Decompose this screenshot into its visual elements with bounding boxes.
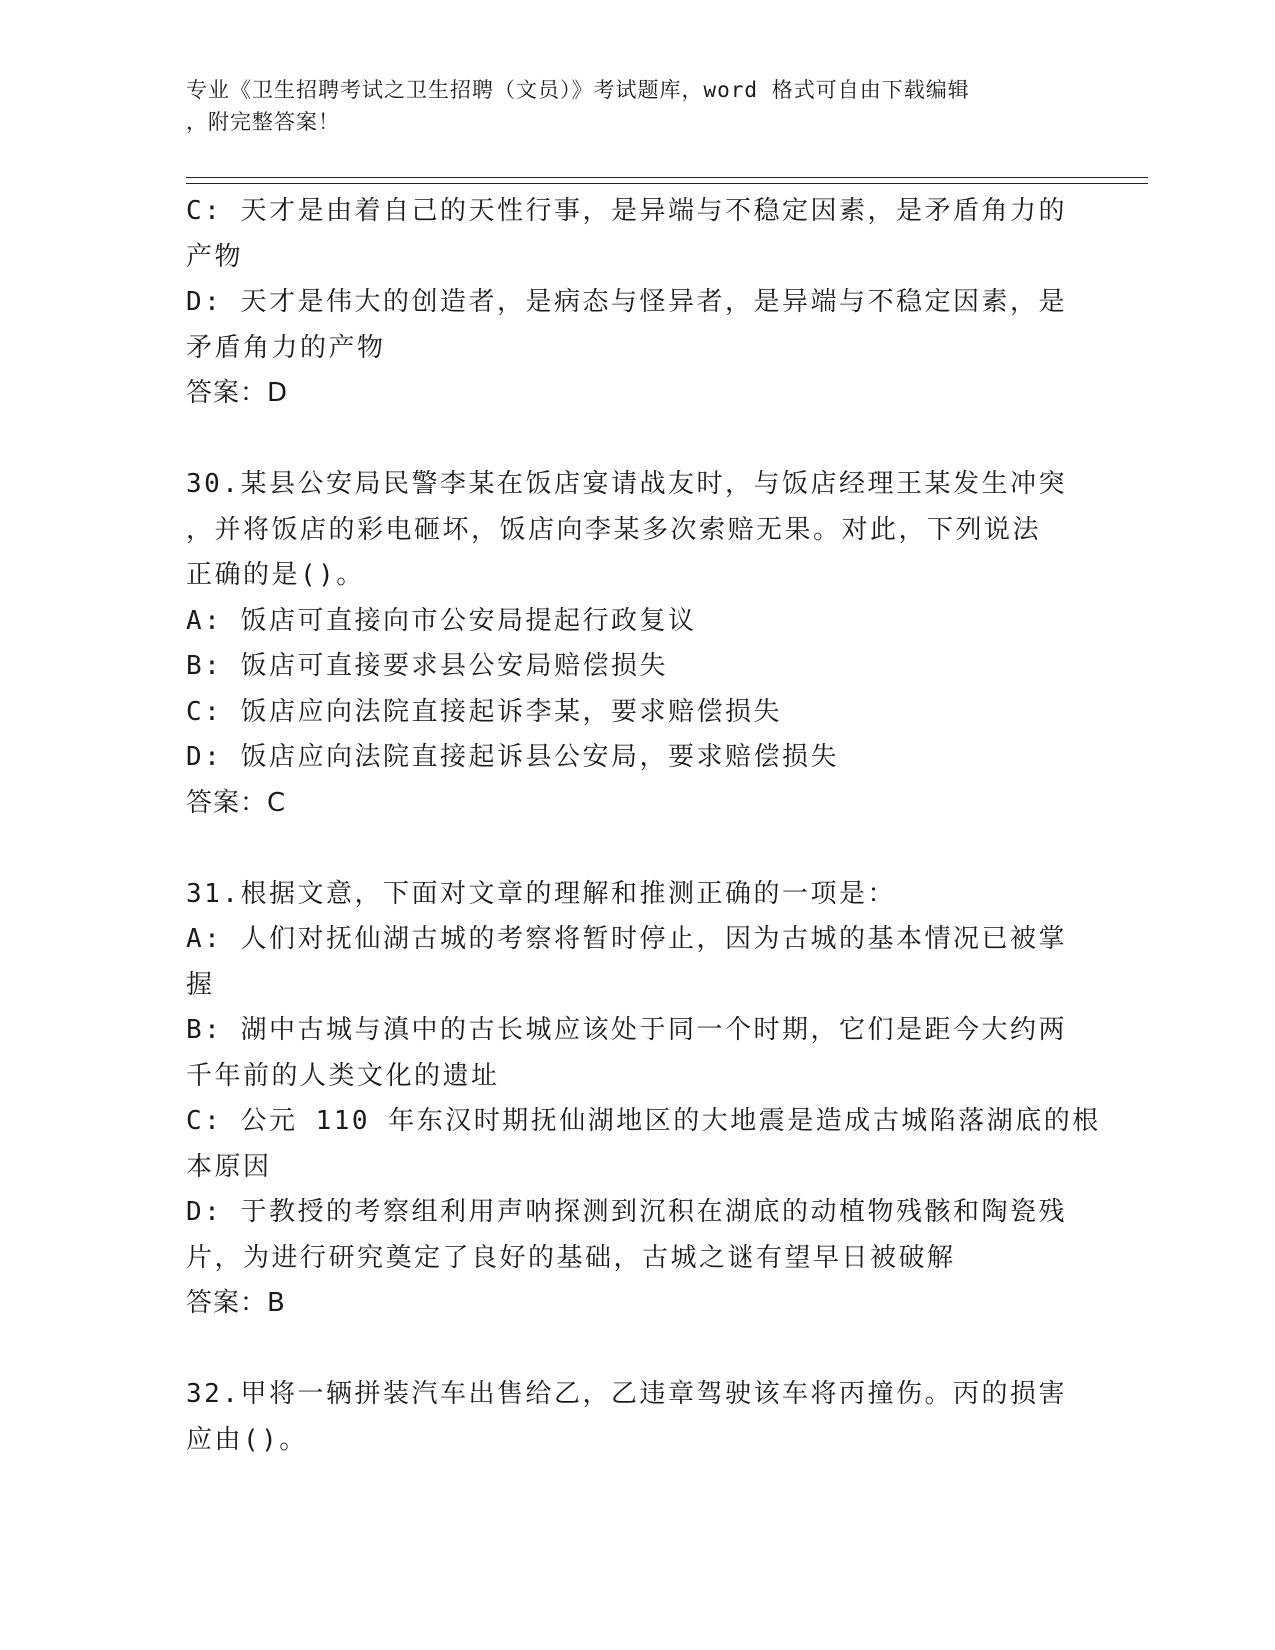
q29-option-c-line-1: C: 天才是由着自己的天性行事，是异端与不稳定因素，是矛盾角力的 <box>186 196 1067 226</box>
q31-option-b-line-2: 千年前的人类文化的遗址 <box>186 1060 500 1091</box>
q31-option-c-line-1: C: 公元 110 年东汉时期抚仙湖地区的大地震是造成古城陷落湖底的根 <box>186 1106 1101 1136</box>
q31-stem: 31.根据文意，下面对文章的理解和推测正确的一项是： <box>186 878 896 909</box>
spacer <box>186 417 1086 463</box>
q31-option-a-line-1: A: 人们对抚仙湖古城的考察将暂时停止，因为古城的基本情况已被掌 <box>186 924 1067 954</box>
q29-option-d-line-2: 矛盾角力的产物 <box>186 332 386 363</box>
spacer <box>186 1327 1086 1373</box>
spacer <box>186 826 1086 872</box>
q30-answer: 答案：C <box>186 787 287 818</box>
q29-option-d-line-1: D: 天才是伟大的创造者，是病态与怪异者，是异端与不稳定因素，是 <box>186 287 1067 317</box>
question-content <box>186 189 1101 1463</box>
header-rule-bottom <box>186 183 1148 184</box>
q29-option-c-line-2: 产物 <box>186 241 244 272</box>
q32-stem-line-2: 应由()。 <box>186 1424 308 1455</box>
q31-option-c-line-2: 本原因 <box>186 1151 272 1182</box>
q30-option-d: D: 饭店应向法院直接起诉县公安局，要求赔偿损失 <box>186 742 839 772</box>
q30-stem-line-1: 30.某县公安局民警李某在饭店宴请战友时，与饭店经理王某发生冲突 <box>186 469 1067 499</box>
header-line-1: 专业《卫生招聘考试之卫生招聘（文员）》考试题库，word 格式可自由下载编辑 <box>186 78 970 102</box>
q31-option-d-line-2: 片，为进行研究奠定了良好的基础，古城之谜有望早日被破解 <box>186 1242 956 1273</box>
header-rule-top <box>186 177 1148 178</box>
question-29-tail <box>186 189 1086 417</box>
question-32 <box>186 1372 1086 1463</box>
question-31 <box>186 872 1101 1327</box>
q31-option-a-line-2: 握 <box>186 969 215 1000</box>
q30-stem-line-3: 正确的是()。 <box>186 560 365 590</box>
q30-option-b: B: 饭店可直接要求县公安局赔偿损失 <box>186 651 668 681</box>
question-30 <box>186 462 1086 826</box>
q31-option-b-line-1: B: 湖中古城与滇中的古长城应该处于同一个时期，它们是距今大约两 <box>186 1015 1067 1045</box>
q30-option-a: A: 饭店可直接向市公安局提起行政复议 <box>186 605 697 636</box>
q30-option-c: C: 饭店应向法院直接起诉李某，要求赔偿损失 <box>186 696 782 727</box>
q31-option-d-line-1: D: 于教授的考察组利用声呐探测到沉积在湖底的动植物残骸和陶瓷残 <box>186 1197 1067 1227</box>
q30-stem-line-2: ，并将饭店的彩电砸坏，饭店向李某多次索赔无果。对此，下列说法 <box>186 514 1042 545</box>
q29-answer: 答案：D <box>186 378 289 408</box>
document-header <box>186 74 1066 138</box>
q31-answer: 答案：B <box>186 1288 286 1318</box>
header-line-2: ，附完整答案！ <box>186 110 340 134</box>
q32-stem-line-1: 32.甲将一辆拼装汽车出售给乙，乙违章驾驶该车将丙撞伤。丙的损害 <box>186 1379 1067 1409</box>
